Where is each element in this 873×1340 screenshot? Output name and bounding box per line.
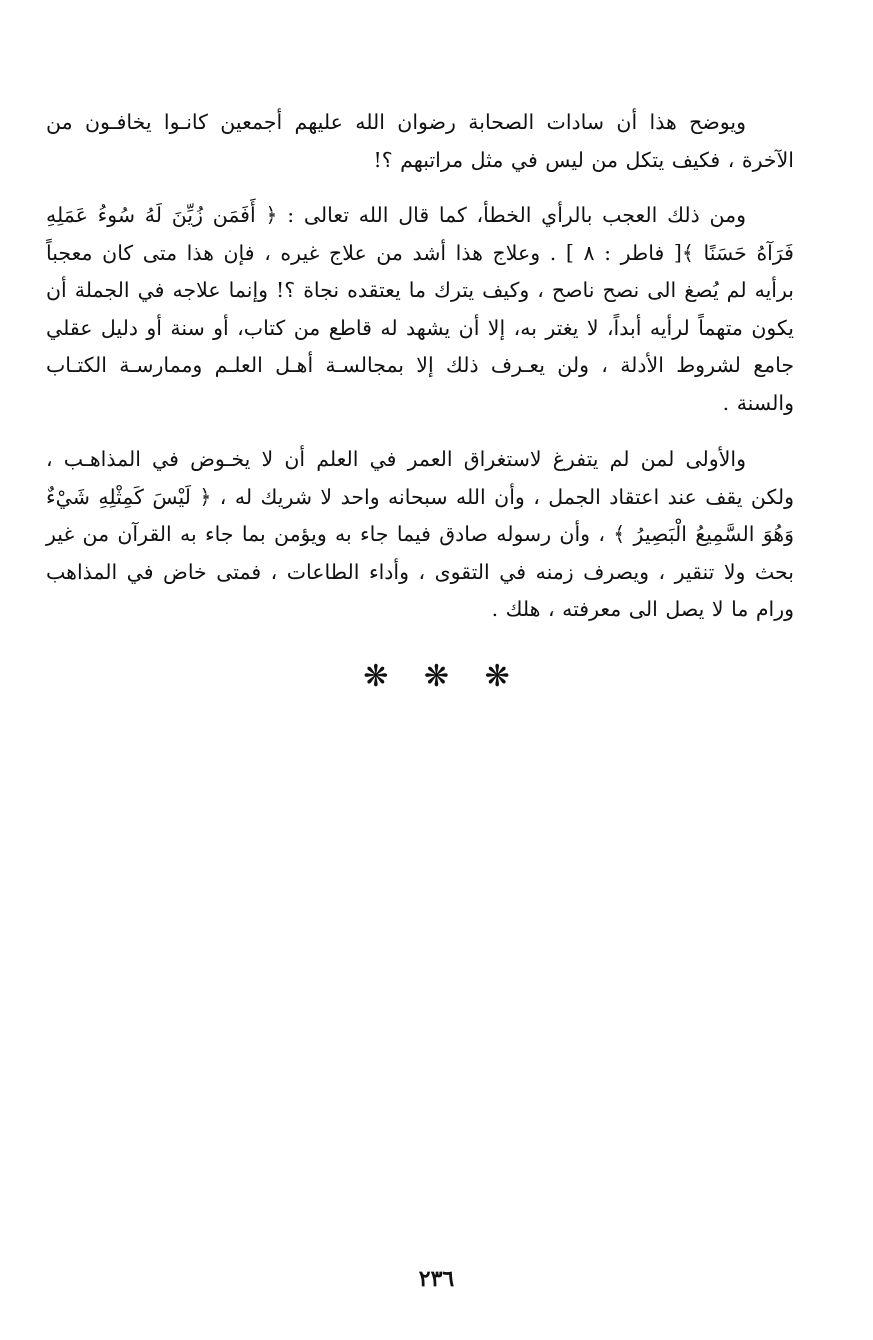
asterism-mark: ❋: [423, 659, 450, 694]
asterism-mark: ❋: [484, 659, 510, 694]
paragraph-2: ومن ذلك العجب بالرأي الخطأ، كما قال الله تعالى : ﴿ أَفَمَن زُيِّنَ لَهُ سُوءُ عَمَلِهِ فَرَآهُ حَسَنًا ﴾[ فاطر : ٨ ] . وعلاج هذا أشد من علاج غيره ، فإن هذا متى كان معجباً برأيه لم يُصغ الى نصح ناصح ، وكيف يترك ما يعتقده نجاة ؟! وإنما علاجه في الجملة أن يكون متهماً لرأيه أبداً، لا يغتر به، إلا أن يشهد له قاطع من كتاب، أو سنة أو دليل عقلي جامع لشروط الأدلة ، ولن يعـرف ذلك إلا بمجالسـة أهـل العلـم وممارسـة الكتـاب والسنة .: [46, 203, 794, 415]
paragraph-3: والأولى لمن لم يتفرغ لاستغراق العمر في العلم أن لا يخـوض في المذاهـب ، ولكن يقف عند اعتقاد الجمل ، وأن الله سبحانه واحد لا شريك له ، ﴿ لَيْسَ كَمِثْلِهِ شَيْءٌ وَهُوَ السَّمِيعُ الْبَصِيرُ ﴾ ، وأن رسوله صادق فيما جاء به ويؤمن بما جاء به القرآن من غير بحث ولا تنقير ، ويصرف زمنه في التقوى ، وأداء الطاعات ، فمتى خاض في المذاهب ورام ما لا يصل الى معرفته ، هلك .: [46, 447, 794, 621]
asterism-mark: ❋: [363, 659, 389, 694]
paragraph-1: ويوضح هذا أن سادات الصحابة رضوان الله عليهم أجمعين كانـوا يخافـون من الآخرة ، فكيف يتكل من ليس في مثل مراتبهم ؟!: [46, 110, 794, 172]
page-body: [46, 104, 794, 629]
section-separator: [0, 660, 873, 694]
page-number: ٢٣٦: [418, 1266, 455, 1292]
